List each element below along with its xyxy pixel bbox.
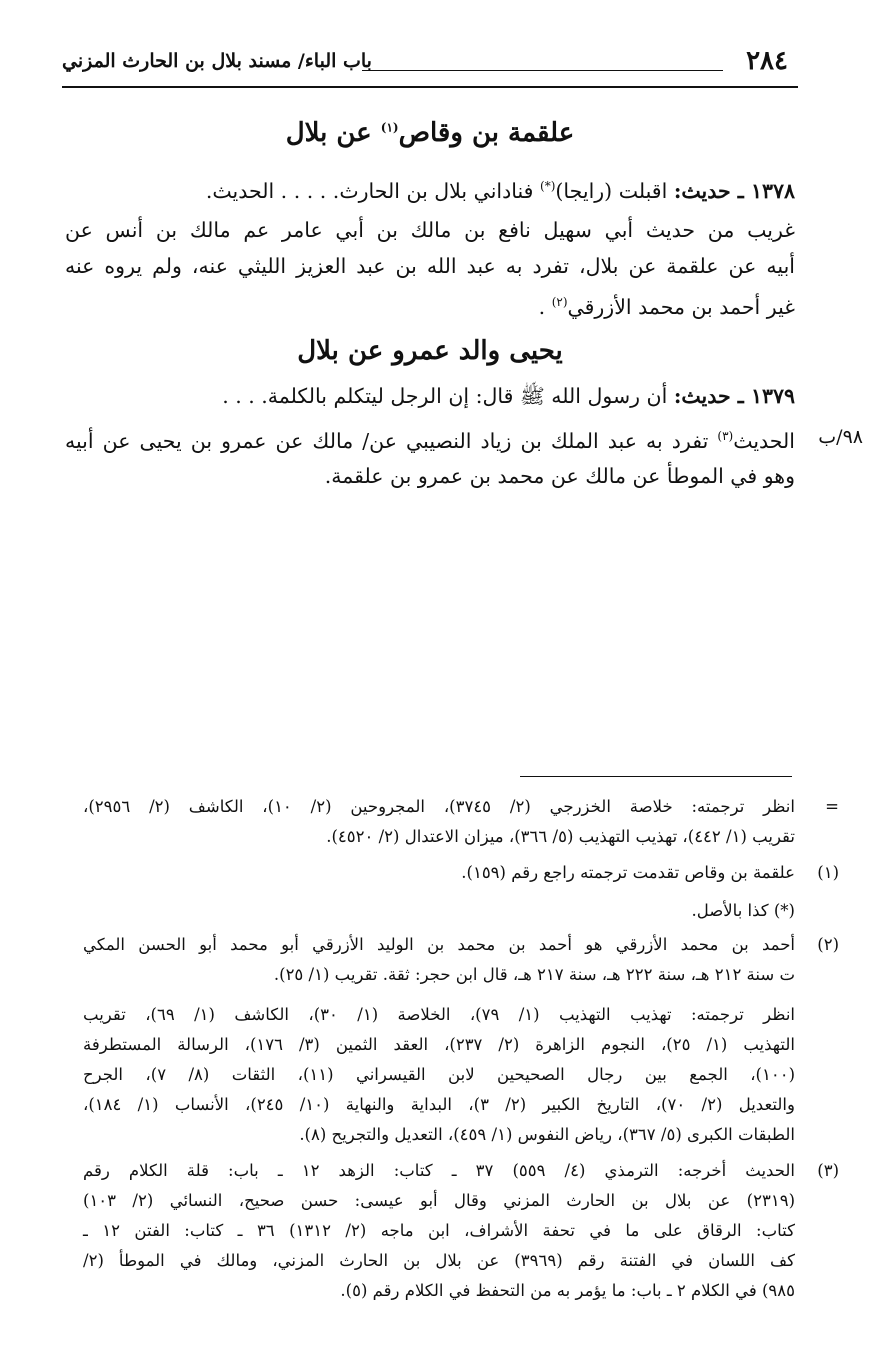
commentary-text: تفرد به عبد الملك بن زياد النصيبي عن/ مالك عن عمرو بن يحيى عن أبيه (65, 428, 709, 453)
footnote-3 (83, 1156, 839, 1306)
commentary-text: غير أحمد بن محمد الأزرقي (567, 294, 795, 319)
footnote-line: الطبقات الكبرى (٥/ ٣٦٧)، رياض النفوس (١/ ٤٥٩)، التعديل والتجريح (٨). (299, 1125, 795, 1144)
footnote-line: تقريب (١/ ٤٤٢)، تهذيب التهذيب (٥/ ٣٦٦)، ميزان الاعتدال (٢/ ٤٥٢٠). (326, 827, 795, 846)
hadith-text-rest: فناداني بلال بن الحارث. . . . . الحديث. (205, 178, 534, 203)
commentary-line-4 (65, 418, 795, 459)
page-header (62, 40, 798, 88)
header-rule (62, 86, 798, 88)
footnote-line: الحديث أخرجه: الترمذي (٤/ ٥٥٩) ٣٧ ـ كتاب: الزهد ١٢ ـ باب: قلة الكلام رقم (83, 1161, 795, 1180)
footnote-marker: = (825, 797, 839, 816)
hadith-star-ref: (*) (540, 179, 556, 193)
footnote-1 (83, 858, 839, 888)
commentary-line-2: أبيه عن علقمة عن بلال، تفرد به عبد الله بن عبد العزيز الليثي عنه، ولم يروه عنه (65, 254, 795, 278)
footnote-line: انظر ترجمته: تهذيب التهذيب (١/ ٧٩)، الخلاصة (١/ ٣٠)، الكاشف (١/ ٦٩)، تقريب (83, 1005, 795, 1024)
footnote-rule (520, 776, 792, 777)
heading-footnote-ref: (١) (380, 120, 399, 135)
hadith-number: ١٣٧٨ ـ حديث: (673, 178, 795, 203)
footnote-marker: (٢) (817, 935, 839, 954)
footnote-ref-3: (٣) (717, 429, 734, 443)
footnote-line: كف اللسان في الفتنة رقم (٣٩٦٩) عن بلال بن الحارث المزني، ومالك في الموطأ (٢/ (83, 1251, 795, 1270)
commentary-start: الحديث (733, 428, 795, 453)
hadith-text: اقبلت (رايجا) (555, 178, 668, 203)
header-dash-line (362, 70, 723, 71)
commentary-line-5: وهو في الموطأ عن مالك عن محمد بن عمرو بن علقمة. (324, 464, 795, 488)
section-heading-alqama (62, 118, 798, 148)
footnote-marker: (٣) (817, 1161, 839, 1180)
footnote-continuation (83, 792, 839, 852)
footnote-line: (٢٣١٩) عن بلال بن الحارث المزني وقال أبو عيسى: حسن صحيح، النسائي (٢/ ١٠٣) (83, 1191, 795, 1210)
footnote-star (83, 896, 795, 926)
heading-tail: عن بلال (285, 118, 372, 148)
footnote-line: أحمد بن محمد الأزرقي هو أحمد بن محمد بن الوليد الأزرقي أبو محمد أبو الحسن المكي (83, 935, 795, 954)
footnote-line: ٩٨٥) في الكلام ٢ ـ باب: ما يؤمر به من التحفظ في الكلام رقم (٥). (340, 1281, 795, 1300)
footnote-line: كتاب: الرقاق على ما في تحفة الأشراف، ابن ماجه (٢/ ١٣١٢) ٣٦ ـ كتاب: الفتن ١٢ ـ (83, 1221, 795, 1240)
footnote-line: انظر ترجمته: خلاصة الخزرجي (٢/ ٣٧٤٥)، المجروحين (٢/ ١٠)، الكاشف (٢/ ٢٩٥٦)، (83, 797, 795, 816)
page-number: ٢٨٤ (746, 46, 788, 76)
footnote-line: (*) كذا بالأصل. (691, 901, 795, 920)
hadith-text: أن رسول الله ﷺ قال: إن الرجل ليتكلم بالكلمة. . . . (222, 384, 668, 408)
heading-main: علقمة بن وقاص (398, 118, 575, 148)
hadith-number: ١٣٧٩ ـ حديث: (673, 384, 795, 408)
footnote-line: (١٠٠)، الجمع بين رجال الصحيحين لابن القيسراني (١١)، الثقات (٨/ ٧)، الجرح (83, 1065, 796, 1084)
footnote-line: ت سنة ٢١٢ هـ، سنة ٢٢٢ هـ، سنة ٢١٧ هـ، قال ابن حجر: ثقة. تقريب (١/ ٢٥). (273, 965, 795, 984)
footnote-2-references (83, 1000, 795, 1150)
hadith-1378 (65, 168, 795, 209)
running-title: باب الباء/ مسند بلال بن الحارث المزني (62, 50, 372, 72)
footnote-line: والتعديل (٢/ ٧٠)، التاريخ الكبير (٢/ ٣)، البداية والنهاية (١٠/ ٢٤٥)، الأنساب (١/ ١٨٤)، (83, 1095, 795, 1114)
footnote-marker: (١) (817, 863, 839, 882)
hadith-1379 (65, 378, 795, 414)
commentary-line-3 (65, 284, 795, 325)
commentary-end: . (538, 294, 546, 319)
footnote-2 (83, 930, 839, 990)
section-heading-yahya: يحيى والد عمرو عن بلال (297, 336, 563, 366)
manuscript-folio-note: ٩٨/ب (818, 426, 863, 448)
footnote-ref-2: (٢) (551, 295, 568, 309)
footnote-line: التهذيب (١/ ٢٥)، النجوم الزاهرة (٢/ ٢٣٧)، العقد الثمين (٣/ ١٧٦)، الرسالة المستطرفة (83, 1035, 795, 1054)
footnote-line: علقمة بن وقاص تقدمت ترجمته راجع رقم (١٥٩). (461, 863, 795, 882)
commentary-line-1: غريب من حديث أبي سهيل نافع بن مالك بن أبي عامر عم مالك بن أنس عن (65, 218, 795, 242)
